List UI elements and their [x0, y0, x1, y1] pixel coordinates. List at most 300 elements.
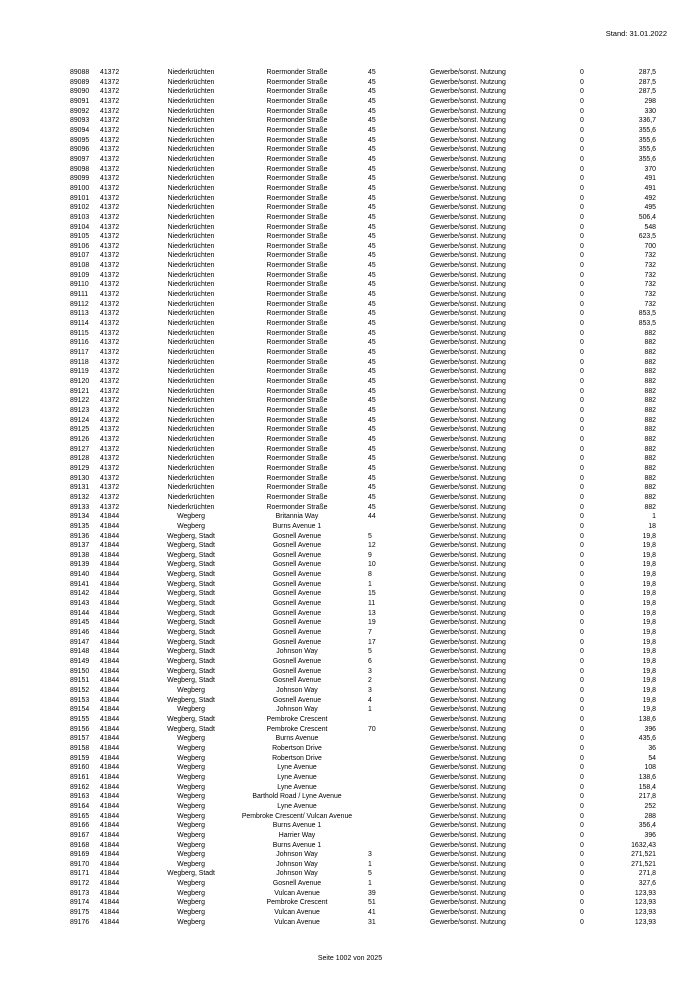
city: Wegberg, Stadt: [167, 561, 215, 569]
area-value: 158,4: [638, 783, 656, 791]
zero-value: 0: [580, 378, 584, 385]
postal-code: 41844: [100, 638, 120, 646]
table-row: [0, 203, 700, 213]
zero-value: 0: [580, 387, 584, 395]
postal-code: 41844: [100, 715, 120, 723]
house-number: 45: [368, 271, 376, 279]
city: Niederkrüchten: [167, 69, 215, 76]
usage-type: Gewerbe/sonst. Nutzung: [430, 812, 506, 820]
street: Roermonder Straße: [266, 493, 328, 501]
spacer-cell: [656, 309, 700, 319]
table-row: [0, 406, 700, 416]
city: Wegberg: [177, 860, 205, 868]
spacer-cell: [656, 348, 700, 358]
usage-type: Gewerbe/sonst. Nutzung: [430, 397, 506, 405]
postal-code: 41844: [100, 831, 120, 839]
page-number: Seite 1002 von 2025: [317, 955, 383, 962]
area-value: 623,5: [638, 233, 656, 241]
table-row: [0, 869, 700, 879]
area-value: 548: [644, 223, 656, 231]
row-number: 89093: [70, 117, 90, 125]
city: Niederkrüchten: [167, 97, 215, 105]
area-value: 1632,43: [631, 841, 656, 849]
city: Niederkrüchten: [167, 455, 215, 463]
postal-code: 41372: [100, 397, 120, 405]
row-number: 89135: [70, 522, 90, 530]
street: Roermonder Straße: [266, 464, 328, 472]
usage-type: Gewerbe/sonst. Nutzung: [430, 387, 506, 395]
spacer-cell: [656, 435, 700, 445]
area-value: 287,5: [638, 78, 656, 86]
area-value: 19,8: [642, 571, 656, 579]
postal-code: 41372: [100, 223, 120, 231]
postal-code: 41372: [100, 155, 120, 163]
row-number: 89114: [70, 320, 89, 328]
street: Pembroke Crescent: [266, 899, 328, 907]
spacer-cell: [656, 705, 700, 715]
table-row: [0, 116, 700, 126]
table-row: [0, 889, 700, 899]
row-number: 89094: [70, 126, 90, 134]
row-number: 89132: [70, 493, 90, 501]
city: Wegberg: [177, 880, 205, 888]
spacer-cell: [656, 406, 700, 416]
zero-value: 0: [580, 532, 584, 540]
zero-value: 0: [580, 97, 584, 105]
usage-type: Gewerbe/sonst. Nutzung: [430, 841, 506, 849]
spacer-cell: [656, 145, 700, 155]
table-row: [0, 715, 700, 725]
house-number: 45: [368, 291, 376, 299]
zero-value: 0: [580, 155, 584, 163]
usage-type: Gewerbe/sonst. Nutzung: [430, 484, 506, 492]
house-number: 45: [368, 242, 376, 250]
postal-code: 41372: [100, 378, 120, 385]
row-number: 89162: [70, 783, 90, 791]
zero-value: 0: [580, 455, 584, 463]
table-row: [0, 396, 700, 406]
area-value: 853,5: [638, 320, 656, 328]
postal-code: 41372: [100, 204, 120, 212]
house-number: 45: [368, 397, 376, 405]
city: Wegberg, Stadt: [167, 609, 215, 617]
usage-type: Gewerbe/sonst. Nutzung: [430, 677, 506, 685]
postal-code: 41844: [100, 551, 120, 559]
house-number: 45: [368, 426, 376, 434]
street: Gosnell Avenue: [272, 600, 322, 608]
table-row: [0, 503, 700, 513]
row-number: 89103: [70, 213, 90, 221]
area-value: 882: [644, 484, 656, 492]
row-number: 89117: [70, 349, 89, 357]
area-value: 287,5: [638, 69, 656, 76]
zero-value: 0: [580, 522, 584, 530]
row-number: 89160: [70, 764, 90, 772]
area-value: 19,8: [642, 638, 656, 646]
postal-code: 41844: [100, 918, 120, 926]
area-value: 19,8: [642, 667, 656, 675]
postal-code: 41372: [100, 165, 120, 173]
area-value: 882: [644, 406, 656, 414]
zero-value: 0: [580, 783, 584, 791]
house-number: 45: [368, 117, 376, 125]
table-row: [0, 425, 700, 435]
area-value: 355,6: [638, 126, 656, 134]
table-row: [0, 860, 700, 870]
postal-code: 41844: [100, 619, 120, 627]
row-number: 89110: [70, 281, 89, 289]
usage-type: Gewerbe/sonst. Nutzung: [430, 146, 506, 154]
zero-value: 0: [580, 880, 584, 888]
area-value: 882: [644, 474, 656, 482]
house-number: [362, 773, 430, 783]
usage-type: Gewerbe/sonst. Nutzung: [430, 687, 506, 694]
street: Roermonder Straße: [266, 78, 328, 86]
spacer-cell: [656, 676, 700, 686]
street: Barthold Road / Lyne Avenue: [252, 793, 342, 801]
spacer-cell: [656, 445, 700, 455]
usage-type: Gewerbe/sonst. Nutzung: [430, 706, 506, 714]
street: Roermonder Straße: [266, 146, 328, 154]
spacer-cell: [656, 831, 700, 841]
row-number: 89170: [70, 860, 90, 868]
row-number: 89159: [70, 754, 90, 762]
area-value: 19,8: [642, 629, 656, 637]
row-number: 89108: [70, 262, 90, 270]
street: Burns Avenue 1: [272, 822, 322, 830]
zero-value: 0: [580, 310, 584, 318]
table-row: [0, 280, 700, 290]
zero-value: 0: [580, 320, 584, 328]
area-value: 356,4: [638, 822, 656, 830]
row-number: 89105: [70, 233, 90, 241]
postal-code: 41844: [100, 600, 120, 608]
area-value: 882: [644, 358, 656, 366]
area-value: 435,6: [638, 735, 656, 743]
row-number: 89095: [70, 136, 90, 144]
street: Roermonder Straße: [266, 378, 328, 385]
house-number: 45: [368, 349, 376, 357]
area-value: 298: [644, 97, 656, 105]
city: Niederkrüchten: [167, 184, 215, 192]
zero-value: 0: [580, 658, 584, 666]
usage-type: Gewerbe/sonst. Nutzung: [430, 783, 506, 791]
street: Gosnell Avenue: [272, 542, 322, 550]
city: Niederkrüchten: [167, 397, 215, 405]
area-value: 19,8: [642, 677, 656, 685]
table-row: [0, 676, 700, 686]
postal-code: 41844: [100, 648, 120, 656]
row-number: 89124: [70, 416, 90, 424]
city: Wegberg, Stadt: [167, 648, 215, 656]
city: Wegberg, Stadt: [167, 532, 215, 540]
zero-value: 0: [580, 107, 584, 115]
house-number: 19: [368, 619, 376, 627]
spacer-cell: [656, 821, 700, 831]
area-value: 330: [644, 107, 656, 115]
zero-value: 0: [580, 638, 584, 646]
spacer-cell: [656, 879, 700, 889]
postal-code: 41372: [100, 484, 120, 492]
zero-value: 0: [580, 793, 584, 801]
area-value: 355,6: [638, 136, 656, 144]
house-number: 45: [368, 175, 376, 183]
row-number: 89148: [70, 648, 90, 656]
area-value: 491: [644, 184, 656, 192]
house-number: 39: [368, 889, 376, 897]
postal-code: 41372: [100, 117, 120, 125]
house-number: 1: [368, 880, 372, 888]
city: Wegberg: [177, 773, 205, 781]
postal-code: 41844: [100, 513, 120, 521]
row-number: 89169: [70, 851, 90, 859]
zero-value: 0: [580, 590, 584, 598]
spacer-cell: [656, 261, 700, 271]
spacer-cell: [656, 242, 700, 252]
house-number: 45: [368, 69, 376, 76]
house-number: 1: [368, 580, 372, 588]
usage-type: Gewerbe/sonst. Nutzung: [430, 281, 506, 289]
house-number: 8: [368, 571, 372, 579]
spacer-cell: [656, 174, 700, 184]
city: Niederkrüchten: [167, 223, 215, 231]
usage-type: Gewerbe/sonst. Nutzung: [430, 725, 506, 733]
postal-code: 41844: [100, 571, 120, 579]
row-number: 89125: [70, 426, 90, 434]
usage-type: Gewerbe/sonst. Nutzung: [430, 696, 506, 704]
house-number: 45: [368, 503, 376, 511]
usage-type: Gewerbe/sonst. Nutzung: [430, 368, 506, 376]
house-number: [362, 715, 430, 725]
usage-type: Gewerbe/sonst. Nutzung: [430, 126, 506, 134]
spacer-cell: [656, 483, 700, 493]
street: Gosnell Avenue: [272, 696, 322, 704]
postal-code: 41844: [100, 687, 120, 694]
city: Wegberg: [177, 783, 205, 791]
house-number: 45: [368, 358, 376, 366]
spacer-cell: [656, 744, 700, 754]
table-row: [0, 242, 700, 252]
street: Roermonder Straße: [266, 416, 328, 424]
zero-value: 0: [580, 899, 584, 907]
spacer-cell: [656, 155, 700, 165]
usage-type: Gewerbe/sonst. Nutzung: [430, 445, 506, 453]
table-row: [0, 657, 700, 667]
street: Roermonder Straße: [266, 329, 328, 337]
spacer-cell: [656, 638, 700, 648]
zero-value: 0: [580, 281, 584, 289]
area-value: 217,8: [638, 793, 656, 801]
street: Roermonder Straße: [266, 175, 328, 183]
usage-type: Gewerbe/sonst. Nutzung: [430, 242, 506, 250]
postal-code: 41372: [100, 69, 120, 76]
table-row: [0, 744, 700, 754]
house-number: [362, 763, 430, 773]
usage-type: Gewerbe/sonst. Nutzung: [430, 339, 506, 347]
postal-code: 41844: [100, 542, 120, 550]
spacer-cell: [656, 850, 700, 860]
row-number: 89147: [70, 638, 90, 646]
row-number: 89088: [70, 69, 90, 76]
table-row: [0, 532, 700, 542]
table-row: [0, 841, 700, 851]
area-value: 882: [644, 503, 656, 511]
house-number: 9: [368, 551, 372, 559]
row-number: 89146: [70, 629, 90, 637]
street: Roermonder Straße: [266, 213, 328, 221]
city: Niederkrüchten: [167, 291, 215, 299]
city: Wegberg, Stadt: [167, 667, 215, 675]
house-number: [362, 734, 430, 744]
spacer-cell: [656, 319, 700, 329]
street: Roermonder Straße: [266, 117, 328, 125]
spacer-cell: [656, 280, 700, 290]
table-row: [0, 734, 700, 744]
postal-code: 41844: [100, 909, 120, 917]
city: Niederkrüchten: [167, 358, 215, 366]
table-row: [0, 309, 700, 319]
usage-type: Gewerbe/sonst. Nutzung: [430, 165, 506, 173]
spacer-cell: [656, 734, 700, 744]
city: Niederkrüchten: [167, 165, 215, 173]
row-number: 89120: [70, 378, 90, 385]
area-value: 19,8: [642, 590, 656, 598]
city: Wegberg: [177, 764, 205, 772]
usage-type: Gewerbe/sonst. Nutzung: [430, 542, 506, 550]
postal-code: 41372: [100, 310, 120, 318]
postal-code: 41844: [100, 860, 120, 868]
table-row: [0, 696, 700, 706]
zero-value: 0: [580, 165, 584, 173]
zero-value: 0: [580, 397, 584, 405]
postal-code: 41844: [100, 580, 120, 588]
house-number: [362, 744, 430, 754]
area-value: 19,8: [642, 609, 656, 617]
postal-code: 41372: [100, 194, 120, 202]
zero-value: 0: [580, 629, 584, 637]
spacer-cell: [656, 802, 700, 812]
street: Roermonder Straße: [266, 310, 328, 318]
zero-value: 0: [580, 841, 584, 849]
usage-type: Gewerbe/sonst. Nutzung: [430, 213, 506, 221]
usage-type: Gewerbe/sonst. Nutzung: [430, 590, 506, 598]
city: Niederkrüchten: [167, 204, 215, 212]
row-number: 89115: [70, 329, 89, 337]
postal-code: 41844: [100, 812, 120, 820]
street: Gosnell Avenue: [272, 532, 322, 540]
usage-type: Gewerbe/sonst. Nutzung: [430, 107, 506, 115]
street: Roermonder Straße: [266, 97, 328, 105]
city: Wegberg: [177, 793, 205, 801]
house-number: 17: [368, 638, 376, 646]
table-row: [0, 802, 700, 812]
usage-type: Gewerbe/sonst. Nutzung: [430, 754, 506, 762]
area-value: 853,5: [638, 310, 656, 318]
zero-value: 0: [580, 860, 584, 868]
zero-value: 0: [580, 368, 584, 376]
row-number: 89131: [70, 484, 90, 492]
usage-type: Gewerbe/sonst. Nutzung: [430, 329, 506, 337]
spacer-cell: [656, 87, 700, 97]
area-value: 492: [644, 194, 656, 202]
city: Niederkrüchten: [167, 426, 215, 434]
zero-value: 0: [580, 474, 584, 482]
zero-value: 0: [580, 696, 584, 704]
usage-type: Gewerbe/sonst. Nutzung: [430, 735, 506, 743]
city: Wegberg: [177, 851, 205, 859]
street: Roermonder Straße: [266, 136, 328, 144]
postal-code: 41372: [100, 146, 120, 154]
spacer-cell: [656, 696, 700, 706]
zero-value: 0: [580, 252, 584, 260]
row-number: 89129: [70, 464, 90, 472]
house-number: 3: [368, 667, 372, 675]
row-number: 89175: [70, 909, 90, 917]
area-value: 19,8: [642, 580, 656, 588]
spacer-cell: [656, 387, 700, 397]
spacer-cell: [656, 560, 700, 570]
postal-code: 41372: [100, 503, 120, 511]
street: Lyne Avenue: [277, 764, 317, 772]
house-number: 7: [368, 629, 372, 637]
area-value: 271,8: [638, 870, 656, 878]
zero-value: 0: [580, 503, 584, 511]
row-number: 89121: [70, 387, 90, 395]
street: Gosnell Avenue: [272, 629, 322, 637]
city: Niederkrüchten: [167, 339, 215, 347]
postal-code: 41844: [100, 851, 120, 859]
usage-type: Gewerbe/sonst. Nutzung: [430, 291, 506, 299]
postal-code: 41372: [100, 300, 120, 308]
house-number: 5: [368, 870, 372, 878]
table-row: [0, 445, 700, 455]
table-row: [0, 754, 700, 764]
spacer-cell: [656, 213, 700, 223]
city: Wegberg: [177, 513, 205, 521]
zero-value: 0: [580, 406, 584, 414]
usage-type: Gewerbe/sonst. Nutzung: [430, 831, 506, 839]
table-row: [0, 348, 700, 358]
usage-type: Gewerbe/sonst. Nutzung: [430, 870, 506, 878]
postal-code: 41372: [100, 213, 120, 221]
area-value: 882: [644, 445, 656, 453]
house-number: [362, 792, 430, 802]
street: Roermonder Straße: [266, 204, 328, 212]
street: Johnson Way: [276, 870, 318, 878]
table-row: [0, 831, 700, 841]
street: Gosnell Avenue: [272, 590, 322, 598]
usage-type: Gewerbe/sonst. Nutzung: [430, 175, 506, 183]
table-row: [0, 638, 700, 648]
usage-type: Gewerbe/sonst. Nutzung: [430, 619, 506, 627]
zero-value: 0: [580, 744, 584, 752]
row-number: 89104: [70, 223, 90, 231]
usage-type: Gewerbe/sonst. Nutzung: [430, 629, 506, 637]
street: Roermonder Straße: [266, 271, 328, 279]
row-number: 89165: [70, 812, 90, 820]
house-number: 45: [368, 88, 376, 96]
street: Roermonder Straße: [266, 435, 328, 443]
row-number: 89152: [70, 687, 90, 694]
zero-value: 0: [580, 687, 584, 694]
spacer-cell: [656, 116, 700, 126]
postal-code: 41844: [100, 744, 120, 752]
house-number: 45: [368, 368, 376, 376]
house-number: 45: [368, 262, 376, 270]
row-number: 89167: [70, 831, 90, 839]
postal-code: 41844: [100, 764, 120, 772]
spacer-cell: [656, 686, 700, 696]
